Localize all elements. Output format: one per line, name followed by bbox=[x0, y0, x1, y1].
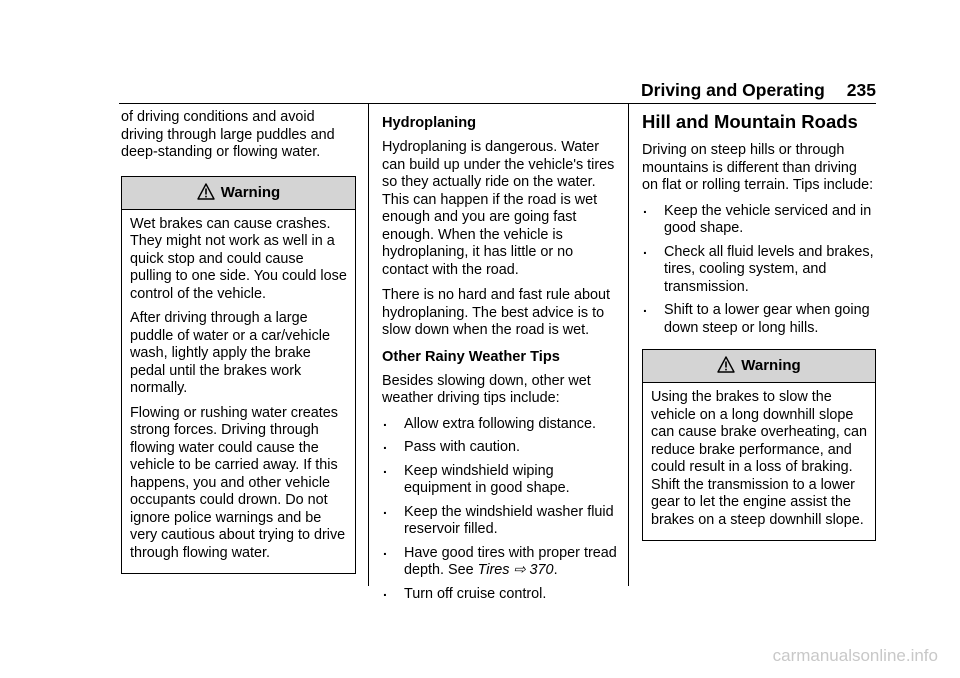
list-item-text: Turn off cruise control. bbox=[404, 585, 547, 602]
column-3 bbox=[642, 109, 876, 541]
warning-paragraph: After driving through a large puddle of water or a car/vehicle wash, lightly apply the brake pedal until the brakes work normally. bbox=[130, 310, 330, 396]
warning-triangle-icon bbox=[717, 356, 735, 373]
rainy-tips-heading: Other Rainy Weather Tips bbox=[382, 348, 560, 365]
hydroplaning-paragraph: Hydroplaning is dangerous. Water can build up under the vehicle's tires so they actually ride on the water. This can happen if the road is wet enough and you are going fast enough. When the vehicle is hydroplaning, it has little or no contact with the road. bbox=[382, 139, 615, 278]
bullet-mark: . bbox=[643, 240, 647, 257]
list-item-text: Shift to a lower gear when going down steep or long hills. bbox=[664, 302, 870, 336]
page-number: 235 bbox=[846, 80, 876, 100]
bullet-mark: . bbox=[383, 459, 387, 476]
bullet-mark: . bbox=[383, 500, 387, 517]
tires-reference-link[interactable]: Tires bbox=[477, 562, 510, 578]
hydroplaning-heading: Hydroplaning bbox=[382, 115, 477, 131]
list-item-text: Keep windshield wiping equipment in good shape. bbox=[404, 462, 570, 496]
list-item bbox=[382, 582, 620, 604]
hydroplaning-paragraph: There is no hard and fast rule about hydroplaning. The best advice is to slow down when the road is wet. bbox=[382, 287, 610, 338]
warning-paragraph: Using the brakes to slow the vehicle on a long downhill slope can cause brake overheating, can reduce brake performance, and could result in a loss of braking. Shift the transmission to a lower gear to let the engine assist the brakes on a steep downhill slope. bbox=[651, 389, 868, 528]
column-divider-1 bbox=[368, 104, 369, 586]
list-item bbox=[382, 541, 620, 580]
watermark: carmanualsonline.info bbox=[772, 646, 938, 665]
bullet-mark: . bbox=[383, 582, 387, 599]
warning-paragraph: Wet brakes can cause crashes. They might not work as well in a quick stop and could cause pulling to one side. You could lose control of the vehicle. bbox=[130, 215, 347, 302]
hill-roads-heading: Hill and Mountain Roads bbox=[642, 111, 858, 132]
warning-title: Warning bbox=[741, 357, 801, 374]
bullet-mark: . bbox=[643, 299, 647, 315]
list-item-text: Keep the windshield washer fluid reservoir filled. bbox=[404, 503, 614, 537]
warning-box bbox=[121, 176, 356, 575]
list-item-text: Keep the vehicle serviced and in good shape. bbox=[664, 202, 872, 236]
hill-roads-intro: Driving on steep hills or through mountains is different than driving on flat or rolling terrain. Tips include: bbox=[642, 142, 874, 193]
warning-paragraph: Flowing or rushing water creates strong forces. Driving through flowing water could cause the vehicle to be carried away. If this happens, you and other vehicle occupants could drown. Do not ignore police warnings and be very cautious about trying to drive through flowing water. bbox=[130, 404, 346, 561]
list-item-text: Allow extra following distance. bbox=[404, 415, 596, 432]
list-item bbox=[642, 199, 876, 238]
bullet-mark: . bbox=[383, 412, 387, 429]
list-item-text: Pass with caution. bbox=[404, 439, 520, 455]
rainy-tips-list bbox=[382, 412, 620, 604]
column-2 bbox=[382, 109, 620, 609]
column-1 bbox=[121, 109, 356, 574]
tires-reference-page[interactable]: ⇨ 370 bbox=[513, 562, 554, 578]
header-rule bbox=[119, 103, 876, 104]
page-header bbox=[0, 80, 876, 101]
warning-triangle-icon bbox=[197, 183, 215, 200]
hill-tips-list bbox=[642, 199, 876, 338]
column-divider-2 bbox=[628, 104, 629, 586]
list-item bbox=[642, 240, 876, 297]
sentence-end: . bbox=[553, 562, 558, 578]
section-title: Driving and Operating bbox=[641, 80, 825, 100]
intro-paragraph: of driving conditions and avoid driving through large puddles and deep-standing or flowing water. bbox=[121, 109, 335, 160]
warning-body bbox=[643, 383, 875, 540]
warning-body bbox=[122, 210, 355, 574]
warning-box bbox=[642, 349, 876, 541]
list-item-text: Check all fluid levels and brakes, tires, cooling system, and transmission. bbox=[664, 243, 874, 295]
list-item bbox=[642, 299, 876, 337]
list-item bbox=[382, 459, 620, 498]
warning-header bbox=[643, 350, 875, 383]
list-item bbox=[382, 436, 620, 457]
list-item-text: Have good tires with proper tread depth. See bbox=[404, 544, 617, 578]
warning-title: Warning bbox=[220, 183, 281, 201]
rainy-tips-intro: Besides slowing down, other wet weather driving tips include: bbox=[382, 372, 591, 406]
list-item bbox=[382, 500, 620, 539]
list-item bbox=[382, 412, 620, 434]
bullet-mark: . bbox=[383, 541, 387, 558]
bullet-mark: . bbox=[643, 199, 647, 216]
bullet-mark: . bbox=[383, 436, 387, 452]
warning-header bbox=[122, 177, 355, 210]
